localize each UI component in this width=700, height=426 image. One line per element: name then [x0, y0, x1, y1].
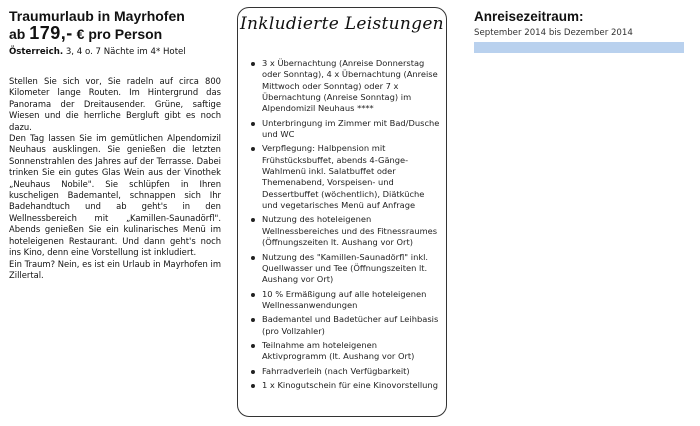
list-item: Bademantel und Badetücher auf Leihbasis (pro Vollzahler) [248, 314, 442, 337]
travel-period-title: Anreisezeitraum: [474, 9, 584, 24]
offer-subline [9, 46, 221, 58]
included-list [248, 58, 442, 395]
included-services-box [237, 7, 447, 417]
price-value: 179,- [29, 23, 73, 43]
list-item: Nutzung des hoteleigenen Wellnessbereiches und des Fitnessraumes (Öffnungszeiten lt. Aushang vor Ort) [248, 214, 442, 248]
list-item: Unterbringung im Zimmer mit Bad/Dusche und WC [248, 118, 442, 141]
country-label: Österreich. [9, 47, 64, 57]
travel-period-range: September 2014 bis Dezember 2014 [474, 28, 633, 38]
offer-description [9, 76, 221, 281]
offer-panel [9, 8, 221, 281]
travel-period-highlight-bar [474, 42, 684, 53]
list-item: Teilnahme am hoteleigenen Aktivprogramm (lt. Aushang vor Ort) [248, 340, 442, 363]
description-paragraph: Stellen Sie sich vor, Sie radeln auf circa 800 Kilometer lange Routen. Im Hintergrund das Panorama der Dreitausender. Grüne, saftige Wiesen und die herrliche Bergluft gibt es noch dazu. [9, 76, 221, 132]
price-line [9, 24, 221, 44]
travel-period-panel [474, 9, 686, 53]
nights-info: 3, 4 o. 7 Nächte im 4* Hotel [65, 47, 186, 57]
list-item: 1 x Kinogutschein für eine Kinovorstellung [248, 380, 442, 391]
list-item: 10 % Ermäßigung auf alle hoteleigenen Wellnessanwendungen [248, 289, 442, 312]
included-title: Inkludierte Leistungen [240, 14, 444, 34]
price-suffix: € pro Person [76, 26, 163, 42]
list-item: Nutzung des "Kamillen-Saunadörfl" inkl. Quellwasser und Tee (Öffnungszeiten lt. Aushang vor Ort) [248, 252, 442, 286]
offer-title: Traumurlaub in Mayrhofen [9, 8, 185, 24]
list-item: Verpflegung: Halbpension mit Frühstücksbuffet, abends 4-Gänge-Wahlmenü inkl. Salatbuffet oder Themenabend, Vorspeisen- und Dessertbuffet (wöchentlich), Diätküche und vegetarisches Menü auf Anfrage [248, 143, 442, 211]
list-item: Fahrradverleih (nach Verfügbarkeit) [248, 366, 442, 377]
list-item: 3 x Übernachtung (Anreise Donnerstag oder Sonntag), 4 x Übernachtung (Anreise Mittwoch oder Sonntag) oder 7 x Übernachtung (Anreise Sonntag) im Alpendomizil Neuhaus **** [248, 58, 442, 114]
description-paragraph: Ein Traum? Nein, es ist ein Urlaub in Mayrhofen im Zillertal. [9, 258, 221, 280]
price-prefix: ab [9, 26, 26, 42]
description-paragraph: Den Tag lassen Sie im gemütlichen Alpendomizil Neuhaus ausklingen. Sie genießen die letzten Sonnenstrahlen des Jahres auf der Terrasse. Dabei trinken Sie ein gutes Glas Wein aus der Vinothek „Neuhaus Nobile". Sie schlüpfen in Ihren kuscheligen Bademantel, schnappen sich Ihr Badehandtuch und ab geht's in den Wellnessbereich mit „Kamillen-Saunadörfl". Abends genießen Sie ein kulinarisches Menü im hoteleigenen Restaurant. Und dann geht's noch ins Kino, denn eine Vorstellung ist inkludiert. [9, 133, 221, 258]
